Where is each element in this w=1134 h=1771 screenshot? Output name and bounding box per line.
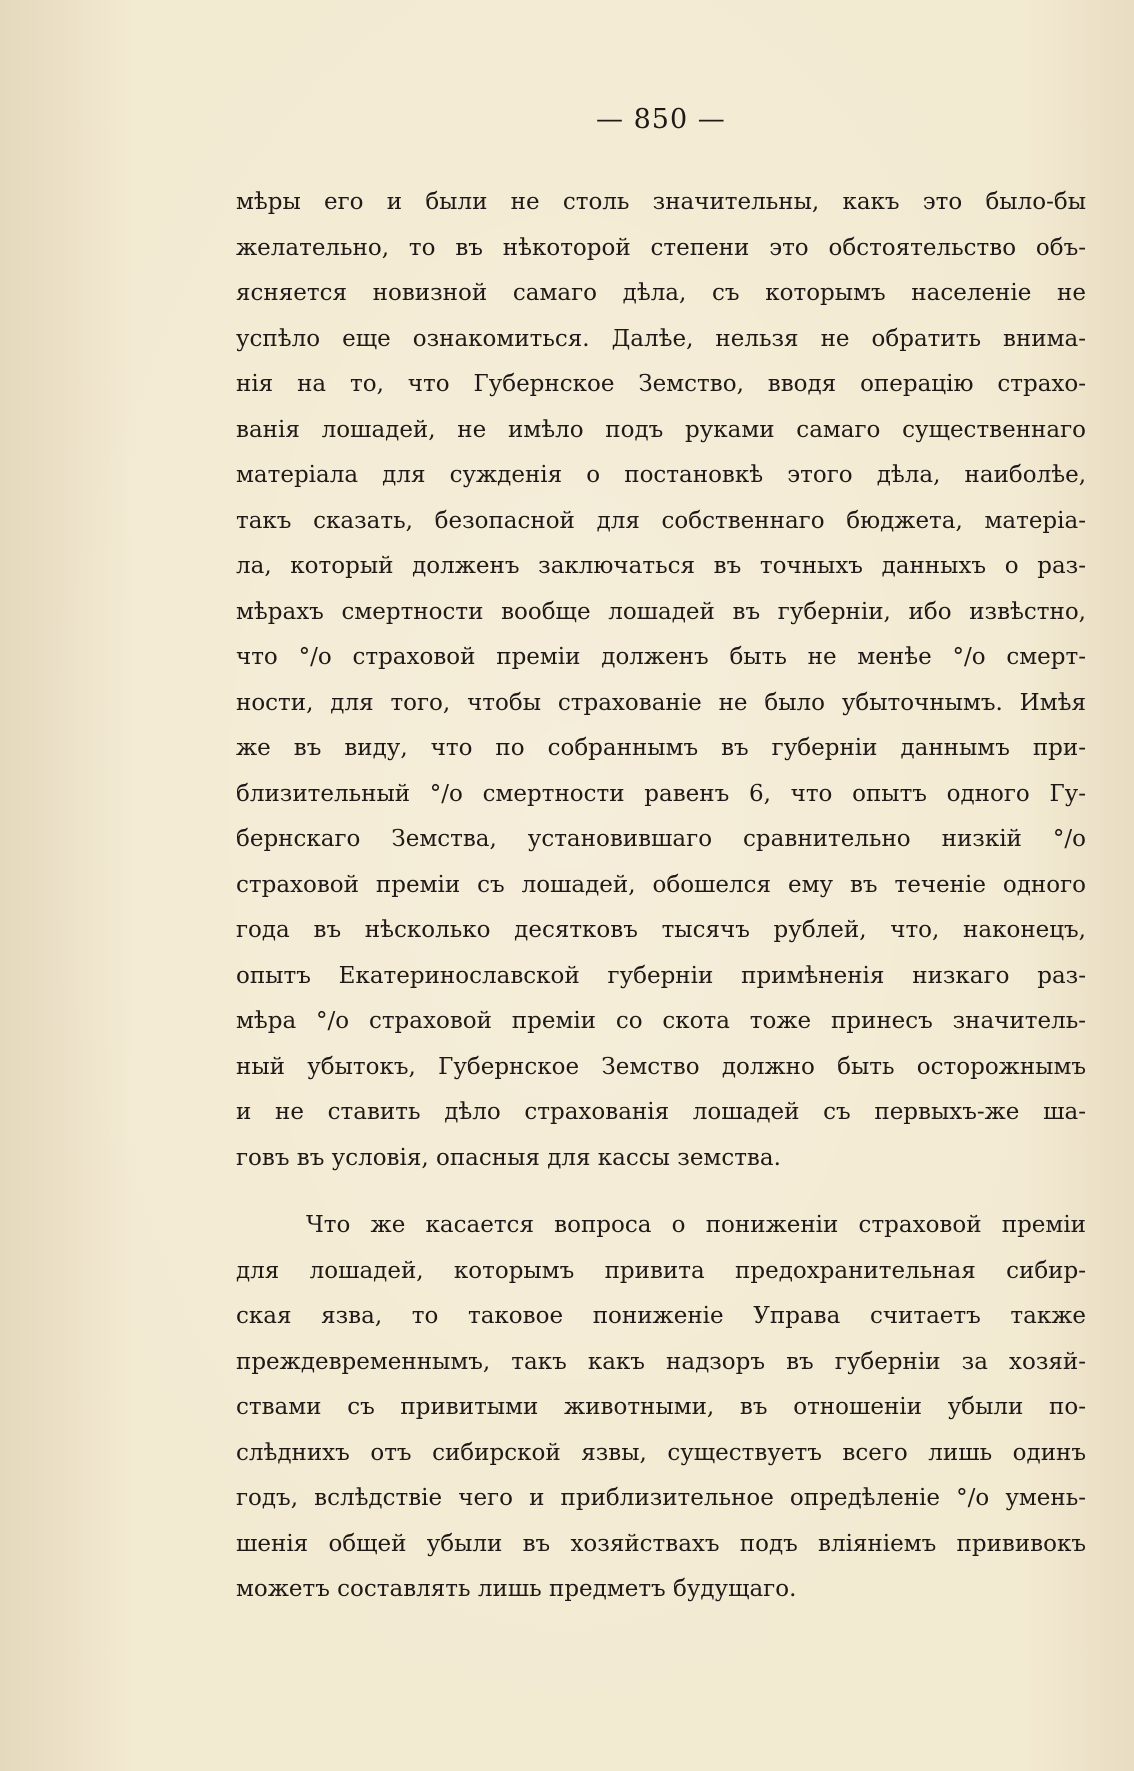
- text-line: преждевременнымъ, такъ какъ надзоръ въ губерніи за хозяй-: [236, 1348, 1086, 1375]
- page-number: — 850 —: [596, 104, 726, 135]
- text-line: и не ставить дѣло страхованія лошадей съ первыхъ-же ша-: [236, 1099, 1086, 1125]
- text-line: страховой преміи съ лошадей, обошелся ему въ теченіе одного: [236, 871, 1086, 898]
- text-line: же въ виду, что по собраннымъ въ губерніи даннымъ при-: [236, 735, 1086, 761]
- text-line: мѣра °/o страховой преміи со скота тоже принесъ значитель-: [236, 1008, 1086, 1034]
- text-line: для лошадей, которымъ привита предохранительная сибир-: [236, 1257, 1086, 1284]
- text-line: ности, для того, чтобы страхованіе не было убыточнымъ. Имѣя: [236, 689, 1086, 716]
- text-line: близительный °/o смертности равенъ 6, что опытъ одного Гу-: [236, 780, 1086, 807]
- text-line: слѣднихъ отъ сибирской язвы, существуетъ всего лишь одинъ: [236, 1439, 1086, 1466]
- text-line: ла, который долженъ заключаться въ точныхъ данныхъ о раз-: [236, 553, 1086, 579]
- text-line: матеріала для сужденія о постановкѣ этого дѣла, наиболѣе,: [236, 462, 1086, 488]
- text-line: говъ въ условія, опасныя для кассы земства.: [236, 1144, 781, 1171]
- text-line: года въ нѣсколько десятковъ тысячъ рублей, что, наконецъ,: [236, 917, 1086, 943]
- text-line: мѣрахъ смертности вообще лошадей въ губерніи, ибо извѣстно,: [236, 598, 1086, 625]
- text-line: ствами съ привитыми животными, въ отношеніи убыли по-: [236, 1394, 1086, 1420]
- text-line: что °/o страховой преміи долженъ быть не менѣе °/o смерт-: [236, 644, 1086, 670]
- text-line: нія на то, что Губернское Земство, вводя операцію страхо-: [236, 371, 1086, 397]
- text-line: годъ, вслѣдствіе чего и приблизительное опредѣленіе °/o умень-: [236, 1485, 1086, 1511]
- text-line: ясняется новизной самаго дѣла, съ которымъ населеніе не: [236, 280, 1086, 306]
- text-line: можетъ составлять лишь предметъ будущаго.: [236, 1576, 797, 1602]
- text-line: ская язва, то таковое пониженіе Управа считаетъ также: [236, 1303, 1086, 1329]
- text-line: желательно, то въ нѣкоторой степени это обстоятельство объ-: [236, 234, 1086, 261]
- text-line: такъ сказать, безопасной для собственнаго бюджета, матеріа-: [236, 507, 1086, 534]
- text-line: ный убытокъ, Губернское Земство должно быть осторожнымъ: [236, 1053, 1086, 1080]
- paragraph-2: [236, 1203, 1086, 1613]
- text-line: мѣры его и были не столь значительны, какъ это было-бы: [236, 189, 1086, 215]
- text-line: бернскаго Земства, установившаго сравнительно низкій °/o: [236, 826, 1086, 852]
- text-line: опытъ Екатеринославской губерніи примѣненія низкаго раз-: [236, 962, 1086, 989]
- body-text: [236, 180, 1086, 1613]
- text-line: Что же касается вопроса о пониженіи страховой преміи: [306, 1212, 1086, 1238]
- paragraph-1: [236, 180, 1086, 1181]
- text-line: шенія общей убыли въ хозяйствахъ подъ вліяніемъ прививокъ: [236, 1530, 1086, 1557]
- text-line: успѣло еще ознакомиться. Далѣе, нельзя не обратить внима-: [236, 325, 1086, 352]
- text-line: ванія лошадей, не имѣло подъ руками самаго существеннаго: [236, 416, 1086, 443]
